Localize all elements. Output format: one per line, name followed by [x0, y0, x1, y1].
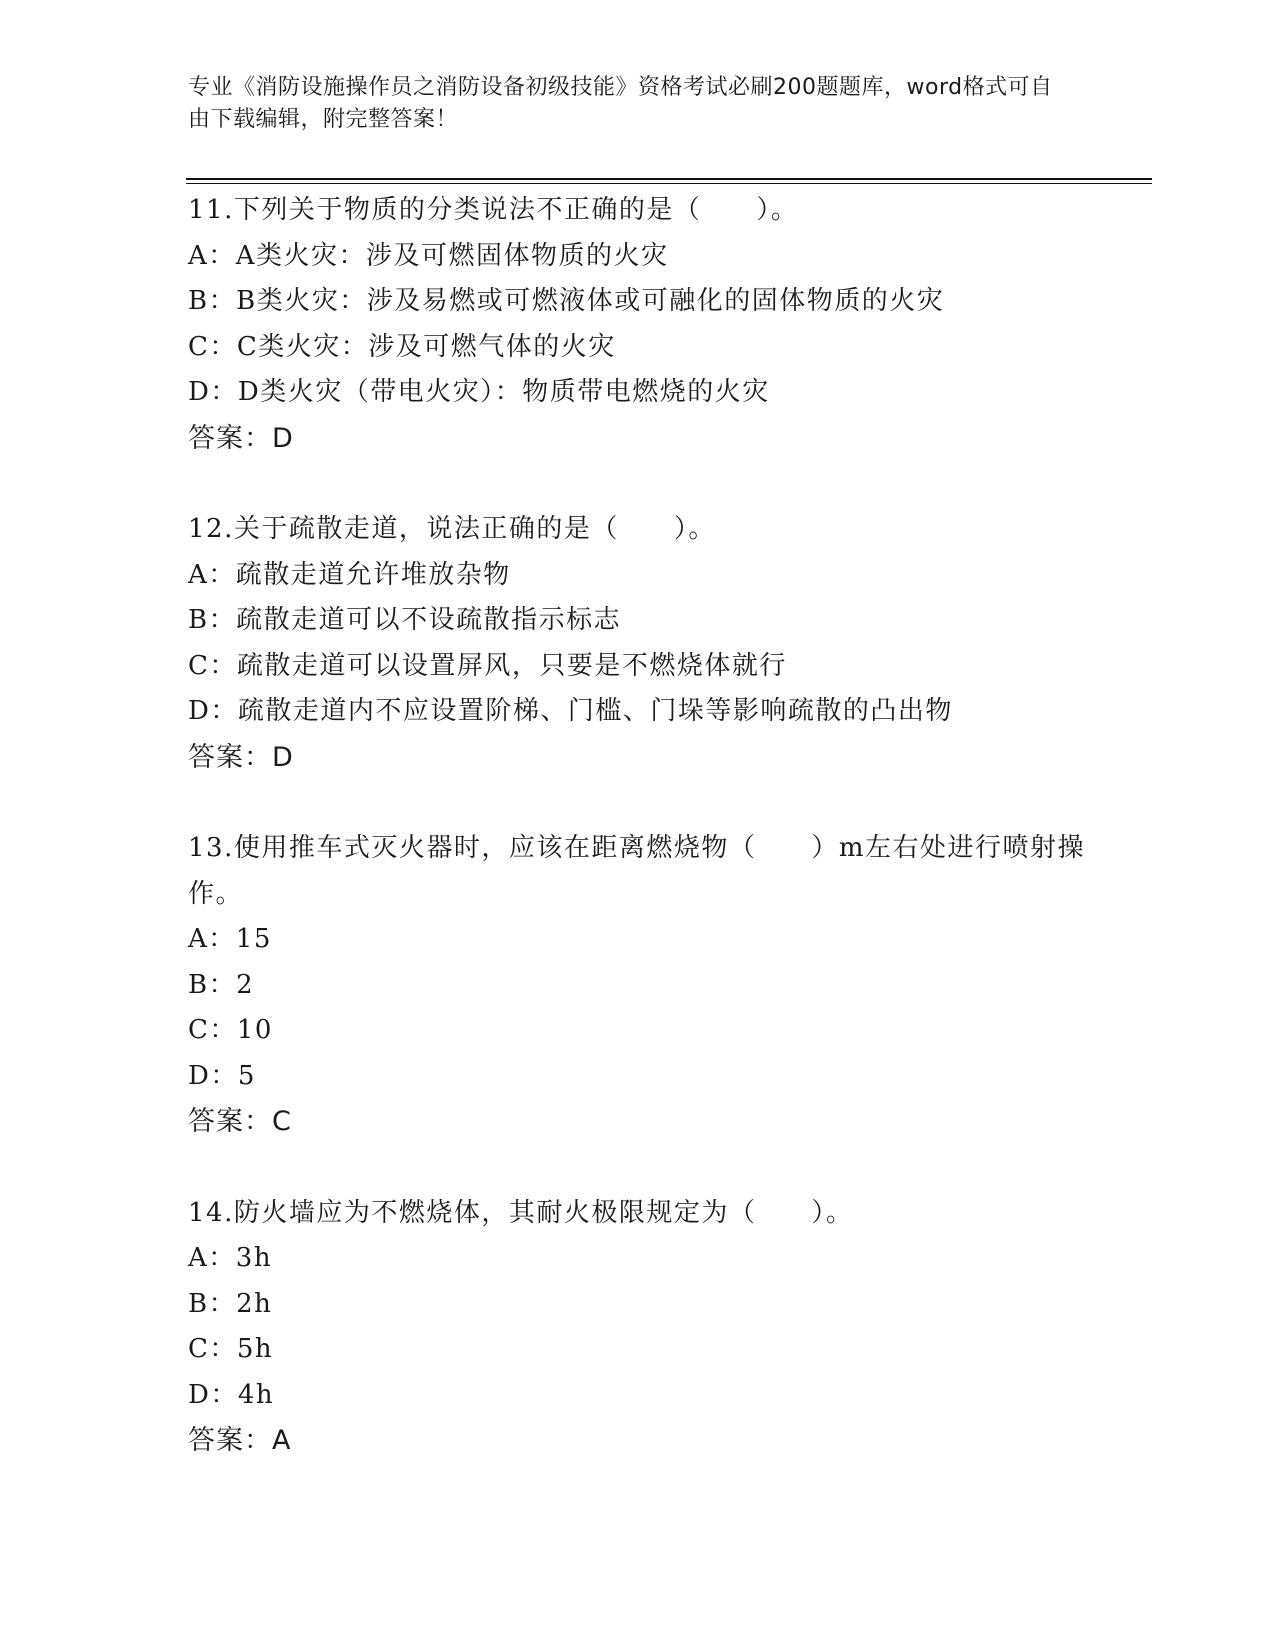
option-c: C：C类火灾：涉及可燃气体的火灾: [188, 331, 616, 362]
option-b: B：B类火灾：涉及易燃或可燃液体或可融化的固体物质的火灾: [188, 286, 945, 316]
question-stem: 14.防火墙应为不燃烧体，其耐火极限规定为（ ）。: [188, 1197, 854, 1228]
question-stem: 11.下列关于物质的分类说法不正确的是（ ）。: [188, 195, 799, 225]
option-b: B：2h: [188, 1288, 273, 1319]
question-item: [188, 188, 1088, 461]
option-d: D：D类火灾（带电火灾）：物质带电燃烧的火灾: [188, 377, 770, 407]
option-a: A：3h: [188, 1243, 273, 1273]
question-item: [188, 826, 1088, 1145]
option-a: A：A类火灾：涉及可燃固体物质的火灾: [188, 240, 669, 271]
answer-line: 答案：D: [188, 741, 294, 773]
question-stem: 12.关于疏散走道，说法正确的是（ ）。: [188, 514, 716, 544]
option-a: A：15: [188, 924, 272, 954]
option-d: D：疏散走道内不应设置阶梯、门槛、门垛等影响疏散的凸出物: [188, 696, 953, 726]
answer-line: 答案：C: [188, 1106, 292, 1137]
option-d: D：4h: [188, 1379, 275, 1410]
option-c: C：10: [188, 1015, 273, 1045]
question-stem: 13.使用推车式灭火器时，应该在距离燃烧物（ ）m左右处进行喷射操作。: [188, 833, 1086, 909]
header-divider-thin: [186, 183, 1152, 184]
option-c: C：5h: [188, 1334, 274, 1364]
option-c: C：疏散走道可以设置屏风，只要是不燃烧体就行: [188, 650, 787, 681]
question-list: [188, 188, 1088, 1510]
question-item: [188, 1191, 1088, 1464]
answer-line: 答案：A: [188, 1425, 292, 1456]
option-b: B：2: [188, 969, 255, 1000]
option-d: D：5: [188, 1060, 256, 1091]
question-item: [188, 507, 1088, 780]
answer-line: 答案：D: [188, 422, 294, 454]
header-text: 专业《消防设施操作员之消防设备初级技能》资格考试必刷200题题库，word格式可自由下载编辑，附完整答案！: [188, 75, 1053, 132]
option-a: A：疏散走道允许堆放杂物: [188, 559, 511, 590]
header-divider-thick: [186, 178, 1152, 180]
option-b: B：疏散走道可以不设疏散指示标志: [188, 605, 622, 635]
document-header: [188, 72, 1068, 136]
